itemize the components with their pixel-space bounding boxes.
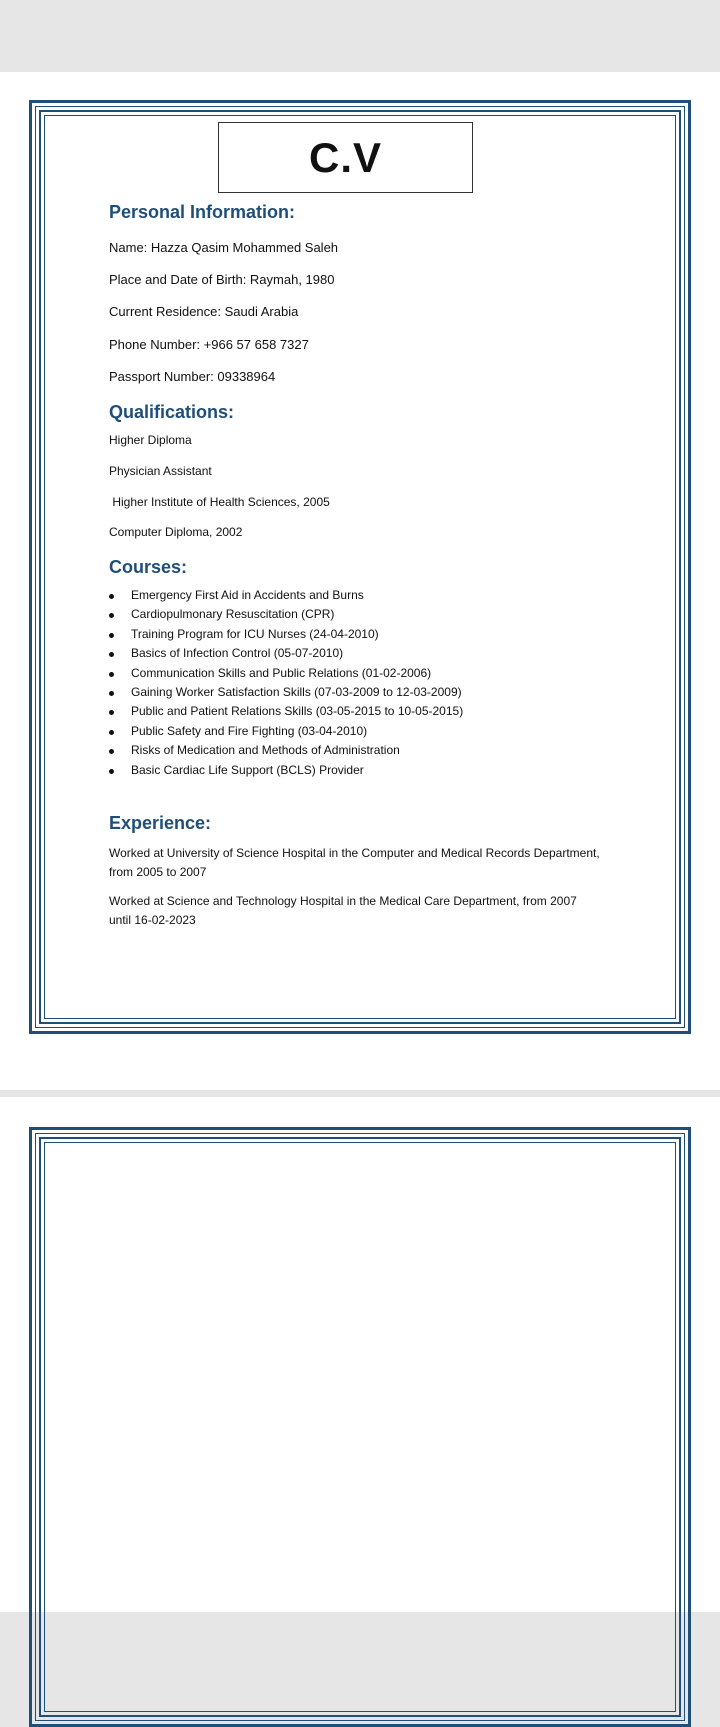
course-item: Training Program for ICU Nurses (24-04-2010): [109, 625, 463, 644]
course-item: Emergency First Aid in Accidents and Burns: [109, 586, 463, 605]
document-title: C.V: [218, 122, 473, 193]
document-page-1: [0, 72, 720, 1090]
qualification-item: Higher Institute of Health Sciences, 2005: [109, 495, 330, 509]
qualification-item: Computer Diploma, 2002: [109, 525, 243, 539]
courses-heading: Courses:: [109, 557, 188, 577]
courses-list: [109, 586, 463, 780]
qualification-item: Physician Assistant: [109, 464, 212, 478]
experience-item: Worked at Science and Technology Hospital in the Medical Care Department, from 2007 until 16-02-2023: [109, 894, 577, 927]
personal-phone: Phone Number: +966 57 658 7327: [109, 337, 309, 352]
course-item: Gaining Worker Satisfaction Skills (07-03-2009 to 12-03-2009): [109, 683, 463, 702]
personal-name: Name: Hazza Qasim Mohammed Saleh: [109, 240, 339, 255]
qualifications-heading: Qualifications:: [109, 402, 235, 422]
document-page-2: [0, 1097, 720, 1612]
experience-heading: Experience:: [109, 813, 212, 833]
course-item: Public Safety and Fire Fighting (03-04-2010): [109, 722, 463, 741]
course-item: Cardiopulmonary Resuscitation (CPR): [109, 605, 463, 624]
personal-residence: Current Residence: Saudi Arabia: [109, 304, 299, 319]
course-item: Risks of Medication and Methods of Administration: [109, 741, 463, 760]
course-item: Public and Patient Relations Skills (03-05-2015 to 10-05-2015): [109, 702, 463, 721]
course-item: Basics of Infection Control (05-07-2010): [109, 644, 463, 663]
qualification-item: Higher Diploma: [109, 433, 192, 447]
personal-birth: Place and Date of Birth: Raymah, 1980: [109, 272, 335, 287]
experience-item: Worked at University of Science Hospital in the Computer and Medical Records Department, from 2005 to 2007: [109, 846, 600, 879]
page-border: [29, 1127, 691, 1727]
personal-passport: Passport Number: 09338964: [109, 369, 276, 384]
course-item: Basic Cardiac Life Support (BCLS) Provider: [109, 761, 463, 780]
course-item: Communication Skills and Public Relations (01-02-2006): [109, 664, 463, 683]
personal-info-heading: Personal Information:: [109, 202, 296, 222]
